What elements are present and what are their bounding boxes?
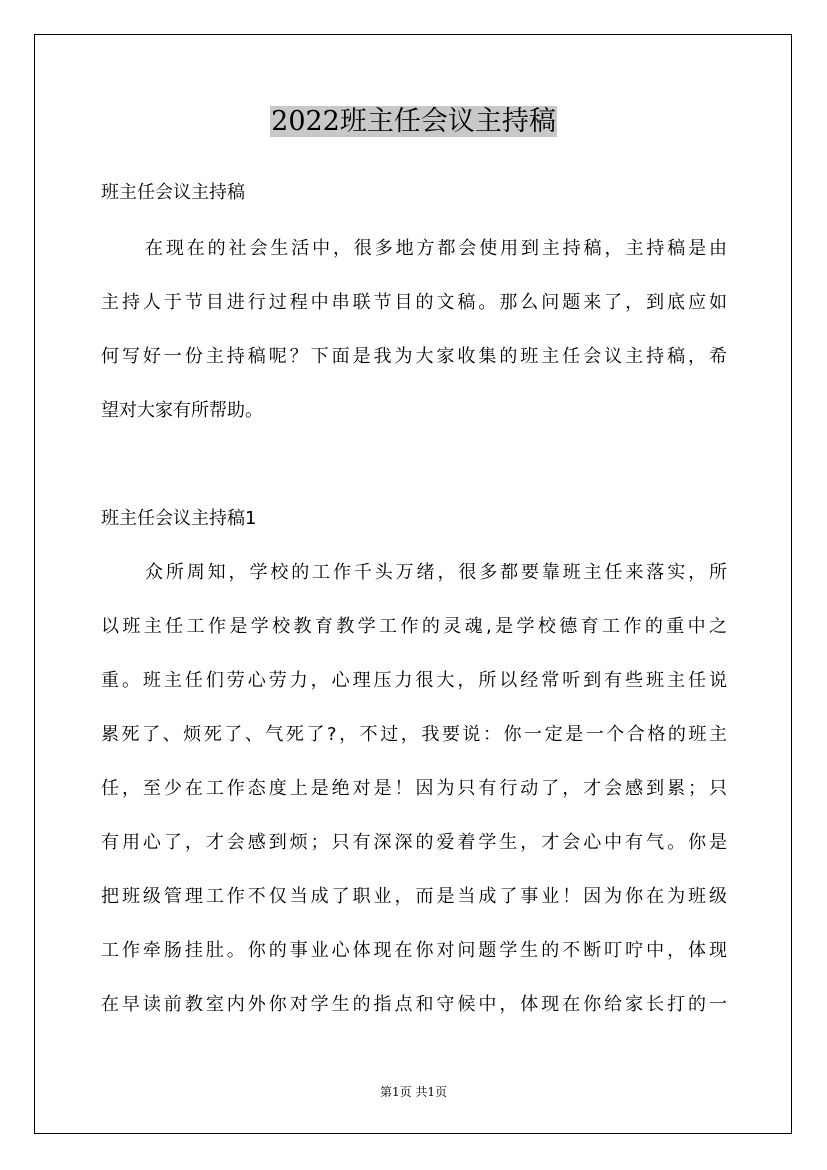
section-heading-1: 班主任会议主持稿1: [101, 508, 257, 529]
intro-line: 在现在的社会生活中，很多地方都会使用到主持稿，主持稿是由: [145, 238, 727, 259]
body-line: 以班主任工作是学校教育教学工作的灵魂,是学校德育工作的重中之: [101, 616, 727, 637]
section-heading-intro: 班主任会议主持稿: [101, 182, 245, 203]
body-line: 在早读前教室内外你对学生的指点和守候中，体现在你给家长打的一: [101, 994, 727, 1015]
intro-line: 主持人于节目进行过程中串联节目的文稿。那么问题来了，到底应如: [101, 292, 727, 313]
body-line: 有用心了，才会感到烦；只有深深的爱着学生，才会心中有气。你是: [101, 832, 727, 853]
body-line: 把班级管理工作不仅当成了职业，而是当成了事业！因为你在为班级: [101, 886, 727, 907]
body-paragraph: [101, 561, 727, 1047]
body-line: 任，至少在工作态度上是绝对是！因为只有行动了，才会感到累；只: [101, 778, 727, 799]
intro-line: 何写好一份主持稿呢？下面是我为大家收集的班主任会议主持稿，希: [101, 346, 727, 367]
body-line: 累死了、烦死了、气死了?，不过，我要说：你一定是一个合格的班主: [101, 724, 727, 745]
intro-line: 望对大家有所帮助。: [101, 400, 263, 421]
body-line: 重。班主任们劳心劳力，心理压力很大，所以经常听到有些班主任说: [101, 670, 727, 691]
document-title: [0, 103, 827, 141]
body-line: 工作牵肠挂肚。你的事业心体现在你对问题学生的不断叮咛中，体现: [101, 940, 727, 961]
body-line: 众所周知，学校的工作千头万绪，很多都要靠班主任来落实，所: [145, 562, 727, 583]
document-title-text: 2022班主任会议主持稿: [271, 106, 556, 137]
intro-paragraph: [101, 237, 727, 453]
page-footer: 第1页 共1页: [379, 1085, 448, 1099]
